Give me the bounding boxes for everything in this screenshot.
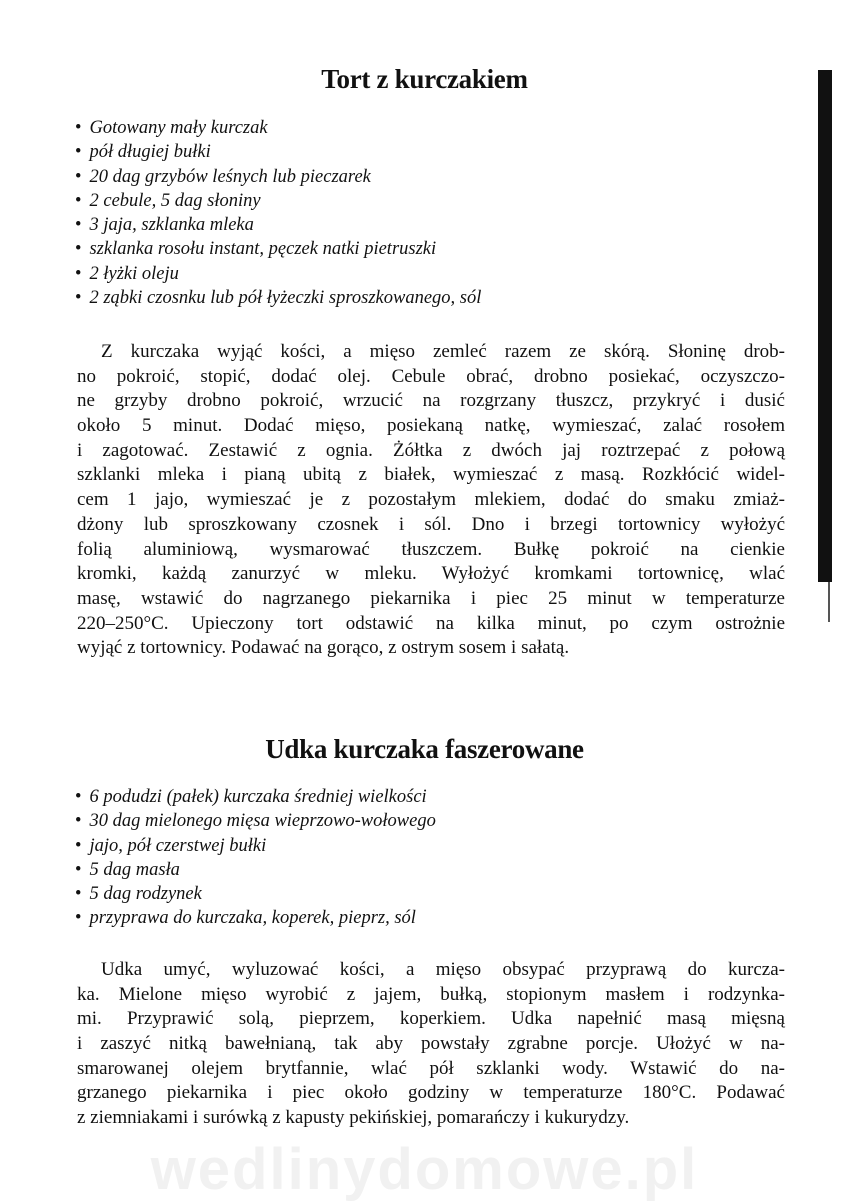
instruction-line: cem 1 jajo, wymieszać je z pozostałym mlekiem, dodać do smaku zmiaż- — [77, 489, 785, 511]
recipe1-instructions — [77, 340, 785, 661]
instruction-line: 220–250°C. Upieczony tort odstawić na kilka minut, po czym ostrożnie — [77, 612, 785, 634]
instruction-line: Udka umyć, wyluzować kości, a mięso obsypać przyprawą do kurcza- — [101, 959, 785, 980]
instruction-line: masę, wstawić do nagrzanego piekarnika i piec 25 minut w temperaturze — [77, 587, 785, 609]
ingredient-item: • szklanka rosołu instant, pęczek natki pietruszki — [75, 237, 481, 261]
instruction-line: Z kurczaka wyjąć kości, a mięso zemleć razem ze skórą. Słoninę drob- — [101, 341, 785, 362]
ingredient-item: • 20 dag grzybów leśnych lub pieczarek — [75, 165, 481, 189]
ingredient-item: • przyprawa do kurczaka, koperek, pieprz, sól — [75, 906, 436, 930]
instruction-line: wyjąć z tortownicy. Podawać na gorąco, z ostrym sosem i sałatą. — [77, 637, 570, 659]
recipe2-ingredients — [75, 785, 436, 931]
instruction-line: ne grzyby drobno pokroić, wrzucić na rozgrzany tłuszcz, przykryć i dusić — [77, 390, 785, 412]
instruction-line: około 5 minut. Dodać mięso, posiekaną natkę, wymieszać, zalać rosołem — [77, 415, 785, 437]
ingredient-item: • 30 dag mielonego mięsa wieprzowo-wołowego — [75, 809, 436, 833]
instruction-line: szklanki mleka i pianą ubitą z białek, wymieszać z masą. Rozkłócić widel- — [77, 464, 785, 486]
ingredient-item: • pół długiej bułki — [75, 140, 481, 164]
instruction-line: ka. Mielone mięso wyrobić z jajem, bułką, stopionym masłem i rodzynka- — [77, 983, 785, 1005]
instruction-line: smarowanej olejem brytfannie, wlać pół szklanki wody. Wstawić do na- — [77, 1057, 785, 1079]
ingredient-item: • 5 dag masła — [75, 858, 436, 882]
page-edge-mark — [828, 582, 830, 622]
instruction-line: z ziemniakami i surówką z kapusty pekińskiej, pomarańczy i kukurydzy. — [77, 1107, 630, 1129]
instruction-line: kromki, każdą zanurzyć w mleku. Wyłożyć kromkami tortownicę, wlać — [77, 563, 785, 585]
watermark: wedlinydomowe.pl — [150, 1137, 699, 1202]
ingredient-item: • Gotowany mały kurczak — [75, 116, 481, 140]
ingredient-item: • 5 dag rodzynek — [75, 882, 436, 906]
instruction-line: i zagotować. Zestawić z ognia. Żółtka z dwóch jaj roztrzepać z połową — [77, 439, 785, 461]
page-edge-bar — [818, 70, 832, 582]
recipe1-ingredients — [75, 116, 481, 310]
recipe1-title: Tort z kurczakiem — [321, 64, 528, 94]
instruction-line: folią aluminiową, wysmarować tłuszczem. Bułkę pokroić na cienkie — [77, 538, 785, 560]
instruction-line: dżony lub sproszkowany czosnek i sól. Dno i brzegi tortownicy wyłożyć — [77, 513, 785, 535]
ingredient-item: • 2 cebule, 5 dag słoniny — [75, 189, 481, 213]
ingredient-item: • 2 łyżki oleju — [75, 262, 481, 286]
instruction-line: i zaszyć nitką bawełnianą, tak aby powstały zgrabne porcje. Ułożyć w na- — [77, 1033, 785, 1055]
instruction-line: grzanego piekarnika i piec około godziny w temperaturze 180°C. Podawać — [77, 1082, 785, 1104]
ingredient-item: • jajo, pół czerstwej bułki — [75, 834, 436, 858]
recipe2-title: Udka kurczaka faszerowane — [265, 734, 584, 764]
ingredient-item: • 2 ząbki czosnku lub pół łyżeczki sproszkowanego, sól — [75, 286, 481, 310]
ingredient-item: • 3 jaja, szklanka mleka — [75, 213, 481, 237]
ingredient-item: • 6 podudzi (pałek) kurczaka średniej wielkości — [75, 785, 436, 809]
instruction-line: mi. Przyprawić solą, pieprzem, koperkiem. Udka napełnić masą mięsną — [77, 1008, 785, 1030]
recipe2-instructions — [77, 958, 785, 1131]
instruction-line: no pokroić, stopić, dodać olej. Cebule obrać, drobno posiekać, oczyszczo- — [77, 365, 785, 387]
